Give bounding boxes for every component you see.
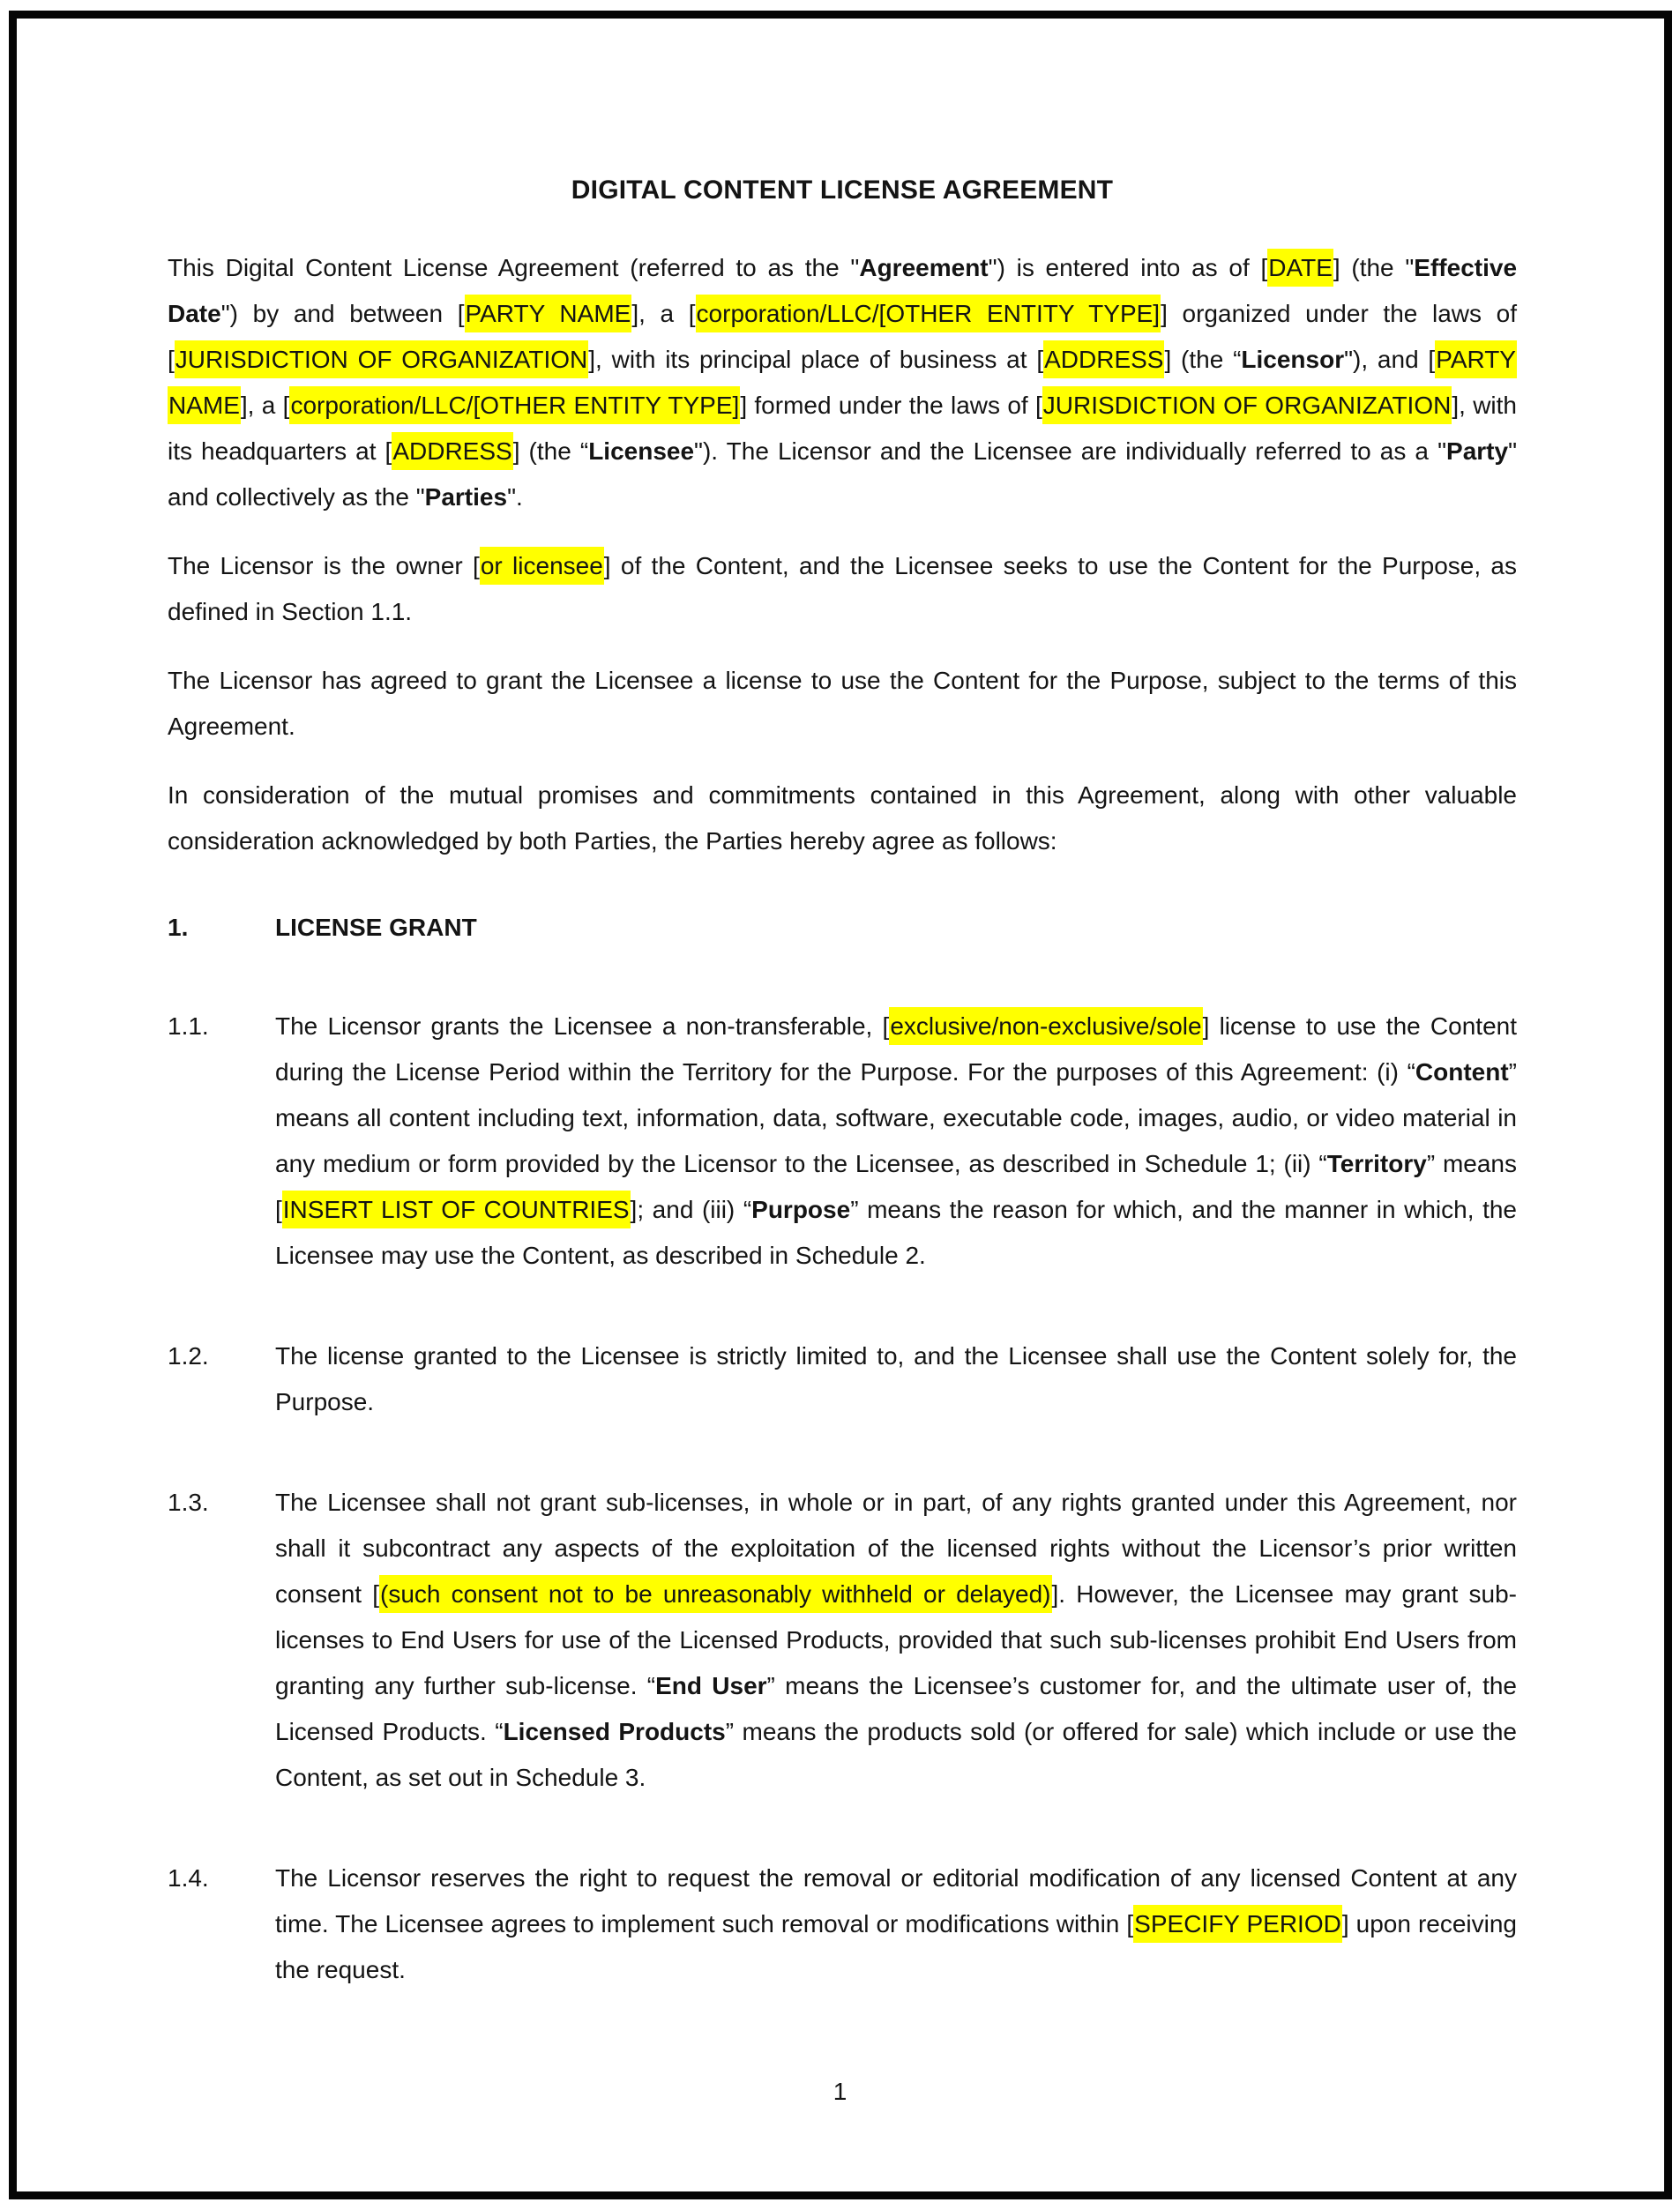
text-run: The Licensor reserves the right to request the removal or editorial modification of any licensed Content at any time. The Licensee agrees to implement such removal or modifications within [	[275, 1864, 1517, 1937]
text-run: ") is entered into as of [	[988, 254, 1268, 281]
document-content	[168, 168, 1517, 1993]
clause-1-2	[168, 1333, 1517, 1425]
text-run: The Licensor has agreed to grant the Licensee a license to use the Content for the Purpose, subject to the terms of this Agreement.	[168, 667, 1517, 740]
placeholder-highlight: exclusive/non-exclusive/sole	[889, 1007, 1202, 1045]
text-run: ]. However, the Licensee may grant sub-licenses to End Users for use of the Licensed Products, provided that such sub-licenses prohibit End Users from granting any further sub-license. “	[275, 1580, 1517, 1699]
text-run: The Licensor is the owner [	[168, 552, 480, 579]
clause-text	[275, 1004, 1517, 1279]
text-run: "). The Licensor and the Licensee are individually referred to as a "	[694, 437, 1447, 465]
placeholder-highlight: JURISDICTION OF ORGANIZATION	[1042, 386, 1452, 424]
clause-text	[275, 1855, 1517, 1993]
text-run: ]; and (iii) “	[630, 1196, 752, 1223]
text-run: ".	[507, 483, 523, 511]
text-run: ] organized under the laws of [	[168, 300, 1518, 373]
clause-number: 1.4.	[168, 1864, 209, 1892]
bold-term: Content	[1415, 1058, 1509, 1086]
text-run: The Licensee shall not grant sub-licenses, in whole or in part, of any rights granted under this Agreement, nor shall it subcontract any aspects of the exploitation of the licensed rights without the Licensor’s prior written consent [	[275, 1489, 1517, 1608]
text-run: ] (the “	[512, 437, 589, 465]
clause-1-1	[168, 1004, 1517, 1279]
bold-term: Party	[1446, 437, 1509, 465]
bold-term: Agreement	[859, 254, 989, 281]
clause-text	[275, 1480, 1517, 1801]
recital-paragraph-consideration	[168, 773, 1517, 864]
section-label: LICENSE GRANT	[275, 914, 477, 941]
text-run: ] upon receiving the request.	[275, 1910, 1517, 1983]
text-run: ” means the products sold (or offered for sale) which include or use the Content, as set out in Schedule 3.	[275, 1718, 1517, 1791]
placeholder-highlight: PARTY NAME	[465, 295, 632, 332]
bold-term: Parties	[424, 483, 508, 511]
text-run: ], a [	[631, 300, 696, 327]
placeholder-highlight: corporation/LLC/[OTHER ENTITY TYPE]	[696, 295, 1161, 332]
placeholder-highlight: SPECIFY PERIOD	[1133, 1905, 1342, 1943]
text-run: The license granted to the Licensee is strictly limited to, and the Licensee shall use the Content solely for, the Purpose.	[275, 1342, 1517, 1415]
placeholder-highlight: ADDRESS	[392, 432, 512, 470]
text-run: ” means the reason for which, and the manner in which, the Licensee may use the Content, as described in Schedule 2.	[275, 1196, 1517, 1269]
document-title: DIGITAL CONTENT LICENSE AGREEMENT	[571, 175, 1114, 205]
text-run: ] (the "	[1333, 254, 1415, 281]
bold-term: End User	[655, 1672, 767, 1699]
text-run: ] formed under the laws of [	[740, 392, 1042, 419]
text-run: ], with its headquarters at [	[168, 392, 1517, 465]
text-run: ” means the Licensee’s customer for, and the ultimate user of, the Licensed Products. “	[275, 1672, 1517, 1745]
placeholder-highlight: or licensee	[480, 547, 604, 585]
clause-1-3	[168, 1480, 1517, 1801]
bold-term: Territory	[1326, 1150, 1427, 1177]
text-run: In consideration of the mutual promises and commitments contained in this Agreement, along with other valuable consideration acknowledged by both Parties, the Parties hereby agree as follows:	[168, 781, 1517, 855]
recital-paragraph-ownership	[168, 543, 1517, 635]
text-run: ") by and between [	[220, 300, 465, 327]
text-run: ” means [	[275, 1150, 1517, 1223]
text-run: This Digital Content License Agreement (referred to as the "	[168, 254, 860, 281]
clause-number: 1.2.	[168, 1342, 209, 1370]
bold-term: Licensee	[588, 437, 695, 465]
text-run: " and collectively as the "	[168, 437, 1518, 511]
text-run: ], with its principal place of business at [	[588, 346, 1044, 373]
text-run: ] (the “	[1164, 346, 1242, 373]
placeholder-highlight: corporation/LLC/[OTHER ENTITY TYPE]	[289, 386, 740, 424]
page-number: 1	[833, 2078, 847, 2105]
clause-number: 1.3.	[168, 1489, 209, 1516]
clause-1-4	[168, 1855, 1517, 1993]
placeholder-highlight: PARTY NAME	[168, 340, 1517, 424]
bold-term: Effective Date	[168, 254, 1518, 327]
placeholder-highlight: JURISDICTION OF ORGANIZATION	[175, 340, 589, 378]
text-run: The Licensor grants the Licensee a non-transferable, [	[275, 1012, 890, 1040]
bold-term: Licensed Products	[503, 1718, 726, 1745]
clause-text	[275, 1333, 1517, 1425]
intro-paragraph-parties	[168, 245, 1517, 520]
text-run: "), and [	[1344, 346, 1436, 373]
section-number: 1.	[168, 914, 189, 941]
bold-term: Purpose	[751, 1196, 851, 1223]
bold-term: Licensor	[1241, 346, 1345, 373]
text-run: ] of the Content, and the Licensee seeks to use the Content for the Purpose, as defined in Section 1.1.	[168, 552, 1518, 625]
recital-paragraph-grant	[168, 658, 1517, 750]
placeholder-highlight: ADDRESS	[1043, 340, 1164, 378]
placeholder-highlight: (such consent not to be unreasonably withheld or delayed)	[379, 1575, 1051, 1613]
clause-number: 1.1.	[168, 1012, 209, 1040]
text-run: ] license to use the Content during the License Period within the Territory for the Purpose. For the purposes of this Agreement: (i) “	[275, 1012, 1517, 1086]
placeholder-highlight: INSERT LIST OF COUNTRIES	[282, 1191, 631, 1228]
section-heading-license-grant	[168, 905, 1517, 951]
text-run: ], a [	[240, 392, 290, 419]
placeholder-highlight: DATE	[1267, 249, 1333, 287]
text-run: ” means all content including text, information, data, software, executable code, images, audio, or video material in any medium or form provided by the Licensor to the Licensee, as described in Schedule 1; (ii) “	[275, 1058, 1517, 1177]
